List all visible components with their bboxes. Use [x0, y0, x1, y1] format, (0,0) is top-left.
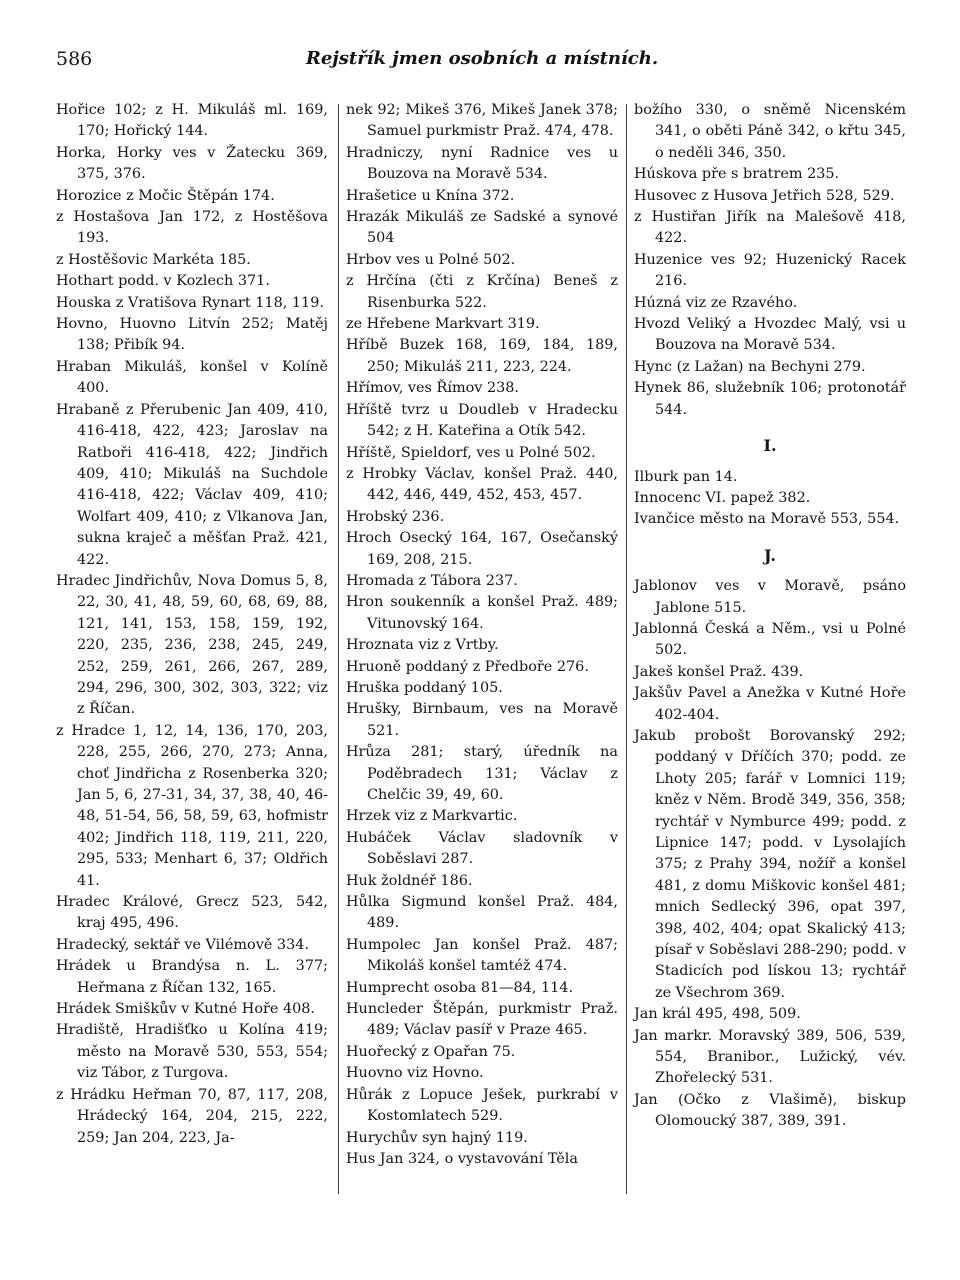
- index-entry: Huncleder Štěpán, purkmistr Praž. 489; Václav pasíř v Praze 465.: [346, 1001, 618, 1039]
- index-entry: Hromada z Tábora 237.: [346, 572, 518, 589]
- column-divider: [338, 104, 339, 1194]
- index-entry: Hrbov ves u Polné 502.: [346, 251, 516, 268]
- index-entry: Humprecht osoba 81—84, 114.: [346, 979, 574, 996]
- index-entry: ze Hřebene Markvart 319.: [346, 316, 540, 333]
- letter-heading: I.: [763, 436, 777, 456]
- index-entry: Innocenc VI. papež 382.: [634, 489, 811, 506]
- index-column-2: [346, 100, 618, 1170]
- index-entry: Jan (Očko z Vlašimě), biskup Olomoucký 387, 389, 391.: [634, 1091, 906, 1130]
- index-entry: Hřímov, ves Římov 238.: [346, 380, 520, 397]
- index-entry: Ilburk pan 14.: [634, 468, 738, 485]
- index-entry: Hradec Jindřichův, Nova Domus 5, 8, 22, 30, 41, 48, 59, 60, 68, 69, 88, 121, 141, 153, 158, 159, 192, 220, 235, 236, 238, 245, 249, 252, 259, 261, 266, 267, 289, 294, 296, 300, 302, 303, 322; viz z Říčan.: [56, 572, 328, 718]
- page-number: 586: [56, 48, 93, 70]
- index-entry: Hrzek viz z Markvartic.: [346, 808, 518, 825]
- index-entry: Huořecký z Opařan 75.: [346, 1043, 516, 1060]
- index-entry: Hync (z Lažan) na Bechyni 279.: [634, 358, 866, 375]
- index-entry: Hroznata viz z Vrtby.: [346, 637, 499, 654]
- index-entry: Hořice 102; z H. Mikuláš ml. 169, 170; Hořický 144.: [56, 102, 328, 140]
- index-entry: Hruoně poddaný z Předboře 276.: [346, 658, 589, 675]
- index-entry: Hruška poddaný 105.: [346, 679, 503, 696]
- index-entry: Hron soukenník a konšel Praž. 489; Vitunovský 164.: [346, 594, 618, 632]
- index-entry: Hurychův syn hajný 119.: [346, 1129, 528, 1146]
- index-entry: Hrašetice u Knína 372.: [346, 187, 515, 204]
- index-entry: Hříště, Spieldorf, ves u Polné 502.: [346, 444, 596, 461]
- index-entry: Húzná viz ze Rzavého.: [634, 294, 798, 311]
- index-entry: Husovec z Husova Jetřich 528, 529.: [634, 187, 895, 204]
- index-entry: Hubáček Václav sladovník v Soběslavi 287.: [346, 829, 618, 868]
- index-entry: z Hustiřan Jiřík na Malešově 418, 422.: [634, 209, 906, 247]
- index-entry: Hradniczy, nyní Radnice ves u Bouzova na Moravě 534.: [346, 144, 618, 183]
- index-entry: Hus Jan 324, o vystavování Těla: [346, 1150, 578, 1167]
- index-entry: Hrušky, Birnbaum, ves na Moravě 521.: [346, 701, 618, 739]
- index-entry: Hůrák z Lopuce Ješek, purkrabí v Kostomlatech 529.: [346, 1086, 618, 1125]
- index-entry: Jan markr. Moravský 389, 506, 539, 554, Branibor., Lužický, vév. Zhořelecký 531.: [634, 1027, 906, 1087]
- index-entry: Huzenice ves 92; Huzenický Racek 216.: [634, 251, 906, 290]
- index-entry: Hříště tvrz u Doudleb v Hradecku 542; z H. Kateřina a Otík 542.: [346, 401, 618, 440]
- index-entry: Hroch Osecký 164, 167, Osečanský 169, 208, 215.: [346, 530, 618, 568]
- index-columns: [56, 100, 908, 1200]
- index-entry: Ivančice město na Moravě 553, 554.: [634, 511, 900, 528]
- index-entry: Jakeš konšel Praž. 439.: [634, 663, 804, 680]
- index-entry: Hrůza 281; starý, úředník na Poděbradech 131; Václav z Chelčic 39, 49, 60.: [346, 744, 618, 803]
- index-entry: Huovno viz Hovno.: [346, 1065, 484, 1082]
- index-entry: Horozice z Močic Štěpán 174.: [56, 187, 275, 204]
- index-entry: Hrazák Mikuláš ze Sadské a synové 504: [346, 209, 618, 247]
- index-entry: z Hostěšovic Markéta 185.: [56, 251, 251, 268]
- column-divider: [626, 104, 627, 1194]
- index-entry: Hradiště, Hradišťko u Kolína 419; město na Moravě 530, 553, 554; viz Tábor, z Turgova.: [56, 1022, 328, 1082]
- index-entry: Houska z Vratišova Rynart 118, 119.: [56, 294, 324, 311]
- index-entry: nek 92; Mikeš 376, Mikeš Janek 378; Samuel purkmistr Praž. 474, 478.: [346, 102, 618, 140]
- index-entry: Humpolec Jan konšel Praž. 487; Mikoláš konšel tamtéž 474.: [346, 936, 618, 975]
- index-entry: Jablonná Česká a Něm., vsi u Polné 502.: [634, 620, 906, 659]
- index-entry: Hvozd Veliký a Hvozdec Malý, vsi u Bouzova na Moravě 534.: [634, 316, 906, 354]
- index-entry: Jablonov ves v Moravě, psáno Jablone 515.: [634, 578, 906, 616]
- index-entry: Hrobský 236.: [346, 508, 445, 525]
- index-entry: z Hostašova Jan 172, z Hostěšova 193.: [56, 209, 328, 247]
- index-entry: Jakub probošt Borovanský 292; poddaný v Dříčích 370; podd. ze Lhoty 205; farář v Lomnici 119; kněz v Něm. Brodě 349, 356, 358; rychtář v Nymburce 499; podd. z Lipnice 147; podd. v Lysolajích 375; z Prahy 394, nožíř a konšel 481, z domu Miškovic konšel 481; mnich Sedlecký 396, opat 397, 398, 402, 404; opat Skalický 413; písař v Soběslavi 288-290; podd. v Stadicích pod lískou 13; rychtář ze Všechrom 369.: [634, 727, 906, 1001]
- index-entry: božího 330, o sněmě Nicenském 341, o oběti Páně 342, o křtu 345, o neděli 346, 350.: [634, 102, 906, 161]
- index-entry: Hříbě Buzek 168, 169, 184, 189, 250; Mikuláš 211, 223, 224.: [346, 337, 618, 375]
- index-entry: z Hradce 1, 12, 14, 136, 170, 203, 228, 255, 266, 270, 273; Anna, choť Jindřicha z Rosenberka 320; Jan 5, 6, 27-31, 34, 37, 38, 40, 46-48, 51-54, 56, 58, 59, 63, hofmistr 402; Jindřich 118, 119, 211, 220, 295, 533; Menhart 6, 37; Oldřich 41.: [56, 722, 328, 889]
- index-entry: Hrádek Smiškův v Kutné Hoře 408.: [56, 1001, 315, 1018]
- index-entry: Hůlka Sigmund konšel Praž. 484, 489.: [346, 894, 618, 932]
- index-entry: Hynek 86, služebník 106; protonotář 544.: [634, 380, 906, 418]
- page-header: [56, 48, 908, 78]
- index-entry: Hraban Mikuláš, konšel v Kolíně 400.: [56, 358, 328, 397]
- index-entry: z Hrobky Václav, konšel Praž. 440, 442, 446, 449, 452, 453, 457.: [346, 465, 618, 504]
- index-entry: Hradecký, sektář ve Vilémově 334.: [56, 936, 309, 953]
- index-entry: Horka, Horky ves v Žatecku 369, 375, 376.: [56, 144, 328, 183]
- index-entry: Hrabaně z Přerubenic Jan 409, 410, 416-418, 422, 423; Jaroslav na Ratboři 416-418, 422; Jindřich 409, 410; Mikuláš na Suchdole 416-418, 422; Václav 409, 410; Wolfart 409, 410; z Vlkanova Jan, sukna kraječ a měšťan Praž. 421, 422.: [56, 401, 328, 568]
- letter-heading: J.: [764, 545, 776, 565]
- index-entry: z Hrčína (čti z Krčína) Beneš z Risenburka 522.: [346, 273, 618, 311]
- index-entry: Jan král 495, 498, 509.: [634, 1006, 801, 1023]
- index-entry: Huk žoldnéř 186.: [346, 872, 473, 889]
- index-entry: Hovno, Huovno Litvín 252; Matěj 138; Přibík 94.: [56, 316, 328, 354]
- index-column-1: [56, 100, 328, 1149]
- index-entry: Jakšův Pavel a Anežka v Kutné Hoře 402-404.: [634, 685, 906, 723]
- index-entry: Hothart podd. v Kozlech 371.: [56, 273, 270, 290]
- index-column-3: [634, 100, 906, 1133]
- index-entry: Hrádek u Brandýsa n. L. 377; Heřmana z Říčan 132, 165.: [56, 958, 328, 996]
- index-entry: Hradec Králové, Grecz 523, 542, kraj 495, 496.: [56, 894, 328, 932]
- index-entry: Húskova pře s bratrem 235.: [634, 166, 840, 183]
- running-title: Rejstřík jmen osobních a místních.: [305, 48, 659, 69]
- index-entry: z Hrádku Heřman 70, 87, 117, 208, Hrádecký 164, 204, 215, 222, 259; Jan 204, 223, Ja-: [56, 1086, 328, 1146]
